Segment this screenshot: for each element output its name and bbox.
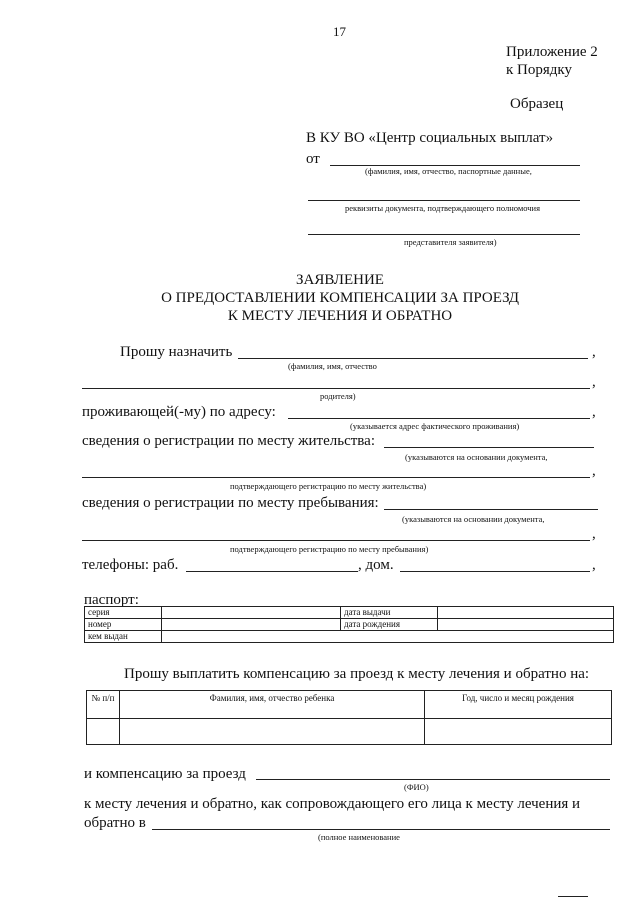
pay-request: Прошу выплатить компенсацию за проезд к месту лечения и обратно на: — [124, 666, 590, 682]
registration-line-2[interactable] — [82, 477, 590, 478]
title-line1: ЗАЯВЛЕНИЕ — [296, 272, 384, 288]
home-label: , дом. — [358, 557, 394, 573]
sample-label: Образец — [510, 96, 564, 112]
page-number: 17 — [333, 24, 346, 39]
registration-label: сведения о регистрации по месту жительства: — [82, 433, 375, 449]
applicant-line-3[interactable] — [308, 234, 580, 235]
home-phone-line[interactable] — [400, 571, 590, 572]
header-number: № п/п — [87, 691, 120, 719]
comma-3: , — [592, 404, 596, 420]
back-to-label: обратно в — [84, 815, 146, 831]
issue-date-label: дата выдачи — [341, 607, 438, 619]
birth-date-cell[interactable] — [438, 619, 614, 631]
hint-applicant-3: представителя заявителя) — [404, 237, 497, 247]
escort-text: к месту лечения и обратно, как сопровождающего его лица к месту лечения и — [84, 796, 581, 812]
series-cell[interactable] — [162, 607, 341, 619]
comma-6: , — [592, 557, 596, 573]
stay-line-2[interactable] — [82, 540, 590, 541]
header-child-name: Фамилия, имя, отчество ребенка — [120, 691, 425, 719]
hint-fio-child: (фамилия, имя, отчество — [288, 361, 377, 371]
passport-table — [84, 606, 614, 643]
appendix-line1: Приложение 2 — [506, 44, 598, 60]
child-name-line[interactable] — [238, 358, 588, 359]
number-label: номер — [85, 619, 162, 631]
children-table — [86, 690, 612, 745]
hint-applicant-2: реквизиты документа, подтверждающего полномочия — [345, 203, 541, 213]
issue-date-cell[interactable] — [438, 607, 614, 619]
comma-2: , — [592, 374, 596, 390]
comma-5: , — [592, 526, 596, 542]
hint-reg-doc-1: (указываются на основании документа, — [405, 452, 548, 462]
phones-label: телефоны: раб. — [82, 557, 179, 573]
title-line2: О ПРЕДОСТАВЛЕНИИ КОМПЕНСАЦИИ ЗА ПРОЕЗД — [161, 290, 519, 306]
address-line[interactable] — [288, 418, 590, 419]
hint-full-name: (полное наименование — [318, 832, 400, 842]
stay-line-1[interactable] — [384, 509, 598, 510]
escort-name-line[interactable] — [256, 779, 610, 780]
hint-stay-doc-2: подтверждающего регистрацию по месту пребывания) — [230, 544, 429, 554]
series-label: серия — [85, 607, 162, 619]
issued-by-label: кем выдан — [85, 631, 162, 643]
registration-line-1[interactable] — [384, 447, 594, 448]
row-child-name-cell[interactable] — [120, 719, 425, 745]
row-number-cell[interactable] — [87, 719, 120, 745]
comma-4: , — [592, 463, 596, 479]
hint-applicant-1: (фамилия, имя, отчество, паспортные данные, — [365, 166, 532, 176]
residing-label: проживающей(-му) по адресу: — [82, 404, 276, 420]
number-cell[interactable] — [162, 619, 341, 631]
hint-fio: (ФИО) — [404, 782, 429, 792]
comma-1: , — [592, 344, 596, 360]
hint-stay-doc-1: (указываются на основании документа, — [402, 514, 545, 524]
issued-by-cell[interactable] — [162, 631, 614, 643]
title-line3: К МЕСТУ ЛЕЧЕНИЯ И ОБРАТНО — [227, 308, 453, 324]
hint-reg-doc-2: подтверждающего регистрацию по месту жительства) — [230, 481, 427, 491]
parent-name-line[interactable] — [82, 388, 590, 389]
work-phone-line[interactable] — [186, 571, 358, 572]
comp-label: и компенсацию за проезд — [84, 766, 246, 782]
institution-line[interactable] — [152, 829, 610, 830]
passport-label: паспорт: — [84, 592, 139, 608]
hint-parent: родителя) — [320, 391, 356, 401]
header-birth: Год, число и месяц рождения — [425, 691, 612, 719]
footer-mark — [558, 896, 588, 897]
birth-date-label: дата рождения — [341, 619, 438, 631]
addressee-from: от — [306, 151, 320, 167]
appendix-line2: к Порядку — [506, 62, 572, 78]
row-birth-cell[interactable] — [425, 719, 612, 745]
stay-label: сведения о регистрации по месту пребывания: — [82, 495, 379, 511]
addressee-to: В КУ ВО «Центр социальных выплат» — [306, 130, 554, 146]
hint-address: (указывается адрес фактического проживания) — [350, 421, 520, 431]
applicant-line-2[interactable] — [308, 200, 580, 201]
request-label: Прошу назначить — [120, 344, 233, 360]
